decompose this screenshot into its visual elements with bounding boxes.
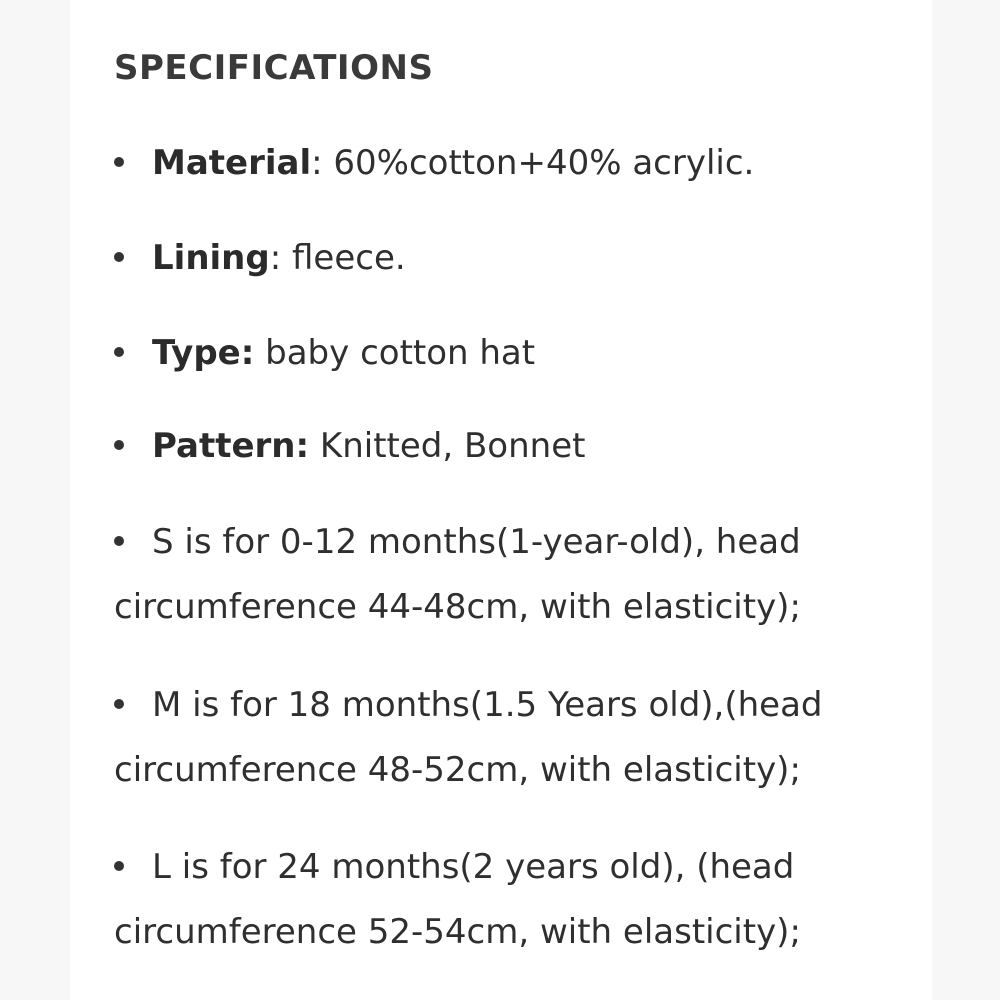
section-title: SPECIFICATIONS xyxy=(114,48,434,88)
spec-separator: : xyxy=(311,143,334,183)
spec-item-material xyxy=(114,131,944,196)
spec-item-lining xyxy=(114,226,944,291)
spec-value: Knitted, Bonnet xyxy=(319,426,586,466)
size-item-l xyxy=(114,835,944,965)
bullet-icon xyxy=(114,347,124,357)
size-line-1: M is for 18 months(1.5 Years old),(head xyxy=(152,685,823,725)
spec-label: Lining xyxy=(152,238,270,278)
spec-value: baby cotton hat xyxy=(265,333,536,373)
size-line-2: circumference 44-48cm, with elasticity); xyxy=(114,587,801,627)
spec-separator xyxy=(254,333,265,373)
size-item-m xyxy=(114,673,944,803)
bullet-icon xyxy=(114,699,124,709)
bullet-icon xyxy=(114,157,124,167)
bullet-icon xyxy=(114,536,124,546)
bullet-icon xyxy=(114,252,124,262)
spec-label: Type: xyxy=(152,333,255,373)
size-item-s xyxy=(114,510,944,640)
size-line-2: circumference 52-54cm, with elasticity); xyxy=(114,912,801,952)
size-line-1: S is for 0-12 months(1-year-old), head xyxy=(152,522,801,562)
spec-label: Pattern: xyxy=(152,426,310,466)
spec-label: Material xyxy=(152,143,312,183)
spec-separator: : xyxy=(269,238,292,278)
spec-separator xyxy=(309,426,320,466)
spec-value: 60%cotton+40% acrylic. xyxy=(333,143,755,183)
spec-item-type xyxy=(114,321,944,386)
spec-item-pattern xyxy=(114,414,944,479)
size-line-1: L is for 24 months(2 years old), (head xyxy=(152,847,795,887)
bullet-icon xyxy=(114,861,124,871)
size-line-2: circumference 48-52cm, with elasticity); xyxy=(114,750,801,790)
spec-value: fleece. xyxy=(292,238,406,278)
bullet-icon xyxy=(114,440,124,450)
